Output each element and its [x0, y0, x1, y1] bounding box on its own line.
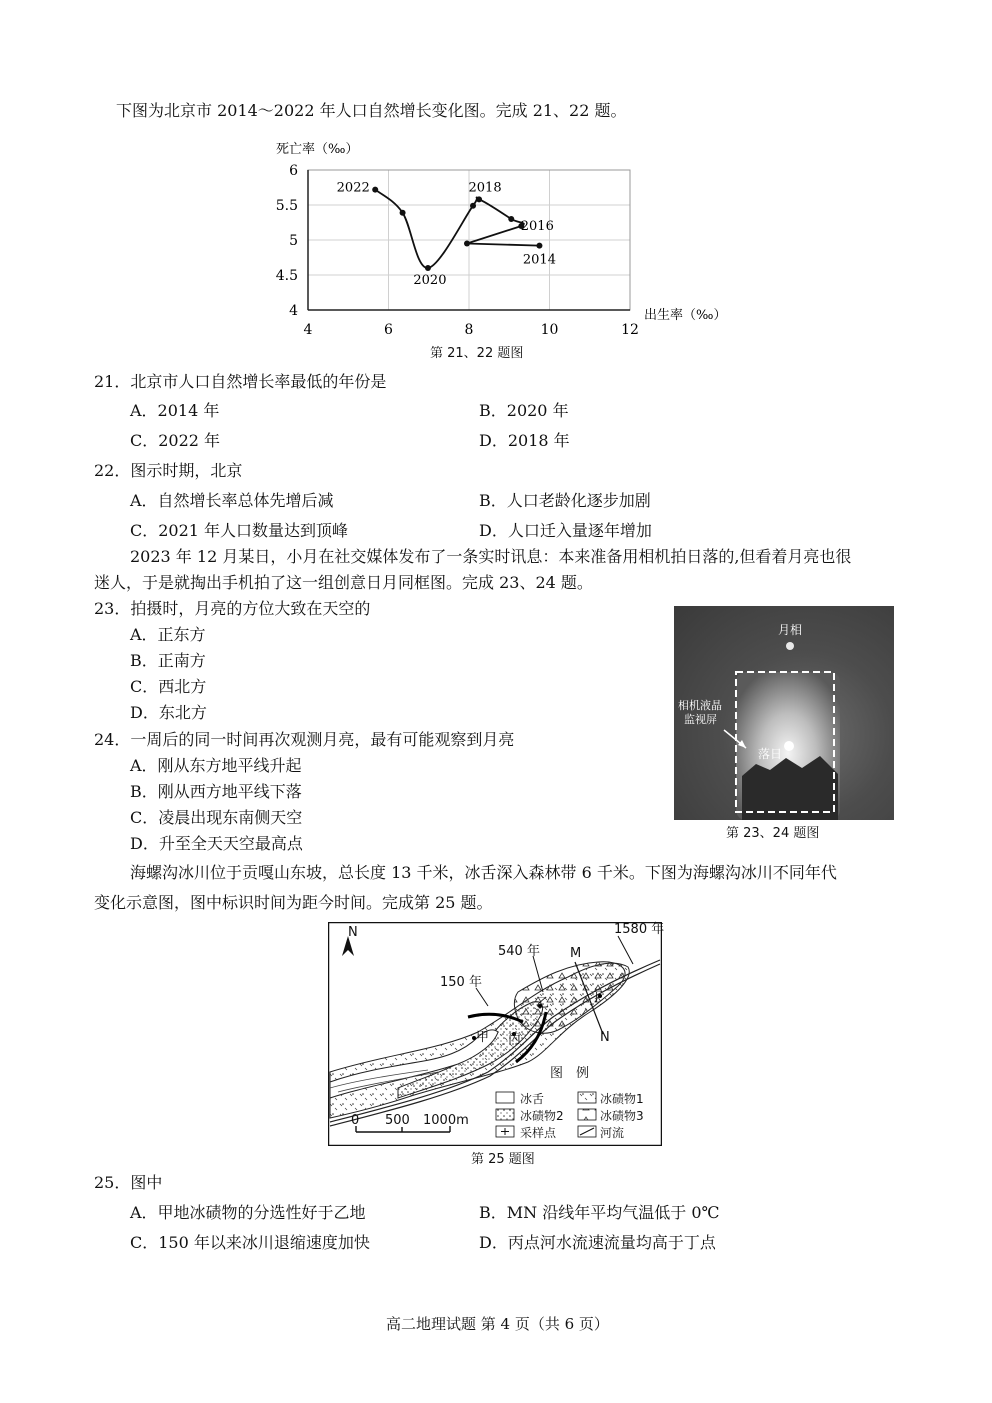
intro-21-22: 下图为北京市 2014～2022 年人口自然增长变化图。完成 21、22 题。: [116, 101, 627, 120]
intro-23-24-line2: 迷人，于是就掏出手机拍了这一组创意日月同框图。完成 23、24 题。: [94, 573, 593, 592]
q23-option-c[interactable]: C．西北方: [130, 677, 207, 696]
q25-option-a[interactable]: A．甲地冰碛物的分选性好于乙地: [130, 1203, 366, 1222]
map-caption: 第 25 题图: [471, 1152, 535, 1167]
q24-option-b[interactable]: B．刚从西方地平线下落: [130, 782, 302, 801]
q25-option-d[interactable]: D．丙点河水流速流量均高于丁点: [479, 1233, 716, 1252]
q23-stem: 23．拍摄时，月亮的方位大致在天空的: [94, 599, 371, 618]
q24-option-a[interactable]: A．刚从东方地平线升起: [130, 756, 302, 775]
y-tick-label: 4: [289, 303, 298, 319]
scale-1000: 1000m: [423, 1113, 469, 1128]
legend-river: 河流: [600, 1126, 625, 1140]
q24-stem: 24．一周后的同一时间再次观测月亮，最有可能观察到月亮: [94, 730, 515, 749]
q24-option-d[interactable]: D．升至全天天空最高点: [130, 834, 303, 853]
data-point-2014: [536, 243, 542, 249]
intro-25-line1: 海螺沟冰川位于贡嘎山东坡，总长度 13 千米，冰舌深入森林带 6 千米。下图为海螺沟冰川不同年代: [130, 863, 837, 882]
screen-label-2: 监视屏: [684, 713, 717, 726]
intro-23-24-line1: 2023 年 12 月某日，小月在社交媒体发布了一条实时讯息：本来准备用相机拍日落的,但看着月亮也很: [130, 547, 852, 566]
x-tick-label: 12: [621, 322, 639, 338]
q22-stem: 22．图示时期，北京: [94, 461, 243, 480]
data-point-2017: [508, 216, 514, 222]
legend-moraine-1: 冰碛物1: [600, 1092, 644, 1106]
q23-option-b[interactable]: B．正南方: [130, 651, 206, 670]
data-label-2018: 2018: [468, 180, 502, 196]
q22-option-c[interactable]: C．2021 年人口数量达到顶峰: [130, 521, 349, 540]
data-point-2018: [476, 196, 482, 202]
x-tick-label: 10: [540, 322, 559, 338]
data-point-2021: [400, 210, 406, 216]
q25-option-b[interactable]: B．MN 沿线年平均气温低于 0℃: [479, 1203, 720, 1222]
label-bing: 丙: [508, 1032, 522, 1047]
series-line: [375, 190, 539, 268]
moon-sunset-photo: [674, 606, 894, 820]
legend-glacier: 冰舌: [520, 1092, 545, 1106]
y-tick-label: 6: [289, 163, 298, 179]
q21-stem: 21．北京市人口自然增长率最低的年份是: [94, 372, 387, 391]
x-tick-label: 6: [384, 322, 393, 338]
scale-500: 500: [385, 1113, 410, 1128]
label-540: 540 年: [498, 944, 540, 959]
label-ding: 丁: [590, 990, 604, 1005]
sunset-label: 落日: [758, 747, 783, 761]
q22-option-b[interactable]: B．人口老龄化逐步加剧: [479, 491, 651, 510]
data-label-2014: 2014: [522, 252, 556, 268]
q22-option-d[interactable]: D．人口迁入量逐年增加: [479, 521, 652, 540]
legend-moraine-2: 冰碛物2: [520, 1109, 564, 1123]
q21-option-d[interactable]: D．2018 年: [479, 431, 570, 450]
data-label-2016: 2016: [520, 219, 554, 234]
data-point-2022: [372, 187, 378, 193]
q24-option-c[interactable]: C．凌晨出现东南侧天空: [130, 808, 303, 827]
population-chart: [270, 138, 730, 338]
moon-label: 月相: [778, 623, 803, 637]
data-label-2020: 2020: [413, 273, 447, 288]
chart-xlabel: 出生率（‰）: [644, 308, 727, 323]
q25-option-c[interactable]: C．150 年以来冰川退缩速度加快: [130, 1233, 370, 1252]
y-tick-label: 5.5: [275, 198, 298, 214]
legend-title: 图 例: [550, 1066, 590, 1081]
y-tick-label: 4.5: [275, 268, 298, 284]
intro-25-line2: 变化示意图，图中标识时间为距今时间。完成第 25 题。: [94, 893, 493, 912]
label-1580: 1580 年: [614, 922, 665, 937]
label-yi: 乙: [536, 996, 550, 1011]
page-footer: 高二地理试题 第 4 页（共 6 页）: [386, 1315, 609, 1333]
data-point-2020: [425, 265, 431, 271]
screen-label-1: 相机液晶: [678, 699, 722, 712]
x-tick-label: 4: [303, 322, 313, 338]
legend-sample-point: 采样点: [520, 1126, 557, 1140]
q21-option-c[interactable]: C．2022 年: [130, 431, 221, 450]
q23-option-d[interactable]: D．东北方: [130, 703, 207, 722]
data-point-2015: [464, 241, 470, 247]
q22-option-a[interactable]: A．自然增长率总体先增后减: [130, 491, 334, 510]
scale-0: 0: [351, 1113, 360, 1128]
chart-caption: 第 21、22 题图: [430, 346, 524, 361]
q21-option-a[interactable]: A．2014 年: [130, 401, 220, 420]
data-point-2019: [470, 203, 476, 209]
label-jia: 甲: [476, 1030, 490, 1045]
q25-stem: 25．图中: [94, 1173, 163, 1192]
q21-option-b[interactable]: B．2020 年: [479, 401, 569, 420]
legend-moraine-3: 冰碛物3: [600, 1109, 644, 1123]
data-label-2022: 2022: [336, 180, 370, 196]
y-tick-label: 5: [289, 233, 298, 249]
chart-ylabel: 死亡率（‰）: [276, 142, 359, 157]
photo-caption: 第 23、24 题图: [726, 826, 820, 841]
x-tick-label: 8: [464, 322, 474, 338]
north-label: N: [348, 925, 358, 940]
label-150: 150 年: [440, 975, 482, 990]
label-m: M: [570, 946, 582, 961]
q23-option-a[interactable]: A．正东方: [130, 625, 206, 644]
label-n: N: [600, 1030, 610, 1045]
